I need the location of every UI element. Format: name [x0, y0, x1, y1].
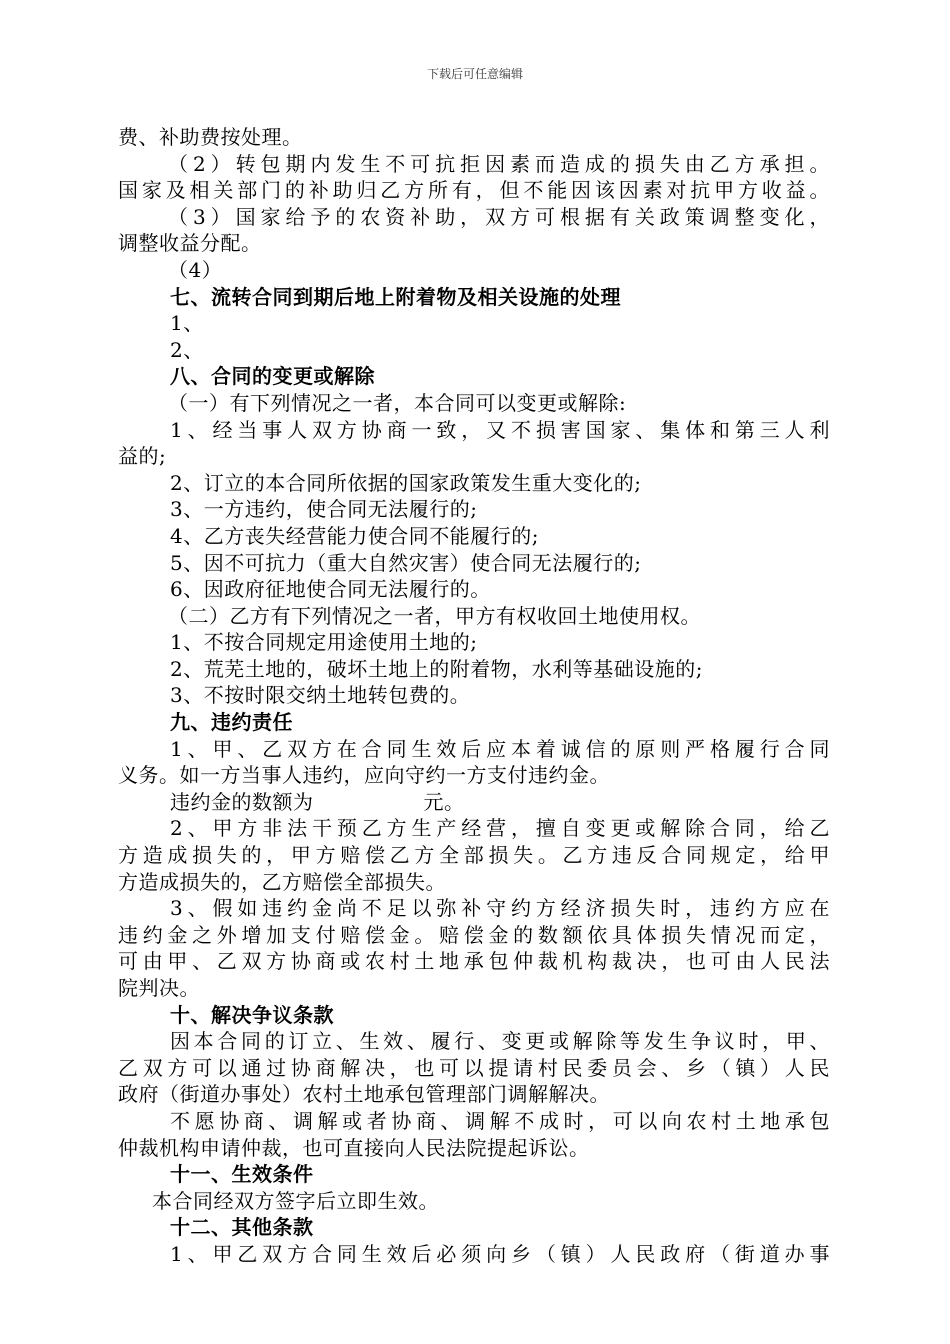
line-text: 方造成损失的，甲方赔偿乙方全部损失。乙方违反合同规定，给甲 [118, 843, 830, 868]
line-text: 十、解决争议条款 [170, 1002, 334, 1027]
line-text: 3、不按时限交纳土地转包费的。 [170, 683, 471, 708]
line-text: 国家及相关部门的补助归乙方所有，但不能因该因素对抗甲方收益。 [118, 178, 830, 203]
text-line [118, 496, 830, 523]
line-text: （3）国家给予的农资补助，双方可根据有关政策调整变化， [168, 204, 830, 229]
page-header: 下载后可任意编辑 [426, 67, 523, 81]
text-line [118, 1081, 830, 1108]
line-text: 乙双方可以通过协商解决，也可以提请村民委员会、乡（镇）人民 [118, 1055, 830, 1080]
line-text: 方造成损失的，乙方赔偿全部损失。 [118, 869, 446, 894]
line-text: 2、订立的本合同所依据的国家政策发生重大变化的; [170, 470, 642, 495]
section-heading [118, 709, 830, 736]
text-line [118, 603, 830, 630]
line-text: 1、甲乙双方合同生效后必须向乡（镇）人民政府（街道办事 [170, 1241, 830, 1266]
line-text: 十二、其他条款 [170, 1215, 314, 1240]
text-line [118, 151, 830, 178]
line-text: 十一、生效条件 [170, 1162, 314, 1187]
line-text: 2、甲方非法干预乙方生产经营，擅自变更或解除合同，给乙 [170, 816, 830, 841]
text-line [118, 1055, 830, 1082]
line-text: 调整收益分配。 [118, 231, 262, 256]
line-text: 2、荒芜土地的，破坏土地上的附着物，水利等基础设施的; [170, 656, 703, 681]
text-line [118, 1028, 830, 1055]
text-line [118, 443, 830, 470]
text-line [118, 523, 830, 550]
line-text: 费、补助费按处理。 [118, 125, 303, 149]
line-text: 八、合同的变更或解除 [170, 364, 375, 389]
line-text: 违约金之外增加支付赔偿金。赔偿金的数额依具体损失情况而定， [118, 922, 830, 947]
section-heading [118, 1161, 830, 1188]
text-line [118, 1241, 830, 1268]
line-text: 不愿协商、调解或者协商、调解不成时，可以向农村土地承包 [170, 1108, 830, 1133]
line-text: 6、因政府征地使合同无法履行的。 [170, 577, 491, 602]
line-text: 1、经当事人双方协商一致，又不损害国家、集体和第三人利 [170, 417, 830, 442]
line-text: 3、假如违约金尚不足以弥补守约方经济损失时，违约方应在 [170, 896, 830, 921]
text-line [118, 230, 830, 257]
text-line [118, 736, 830, 763]
section-heading [118, 363, 830, 390]
text-line [118, 762, 830, 789]
text-line [118, 390, 830, 417]
line-text: 1、甲、乙双方在合同生效后应本着诚信的原则严格履行合同 [170, 736, 830, 761]
text-line [118, 470, 830, 497]
line-text: 院判决。 [118, 976, 200, 1000]
line-text: 本合同经双方签字后立即生效。 [152, 1188, 439, 1213]
line-text: 可由甲、乙双方协商或农村土地承包仲裁机构裁决，也可由人民法 [118, 949, 830, 974]
text-line [118, 895, 830, 922]
text-line [118, 257, 830, 284]
text-line [118, 1188, 830, 1215]
line-text: 4、乙方丧失经营能力使合同不能履行的; [170, 523, 539, 548]
line-text: 3、一方违约，使合同无法履行的; [170, 497, 478, 522]
text-line [118, 550, 830, 577]
line-text: （4） [168, 257, 223, 282]
text-line [118, 948, 830, 975]
line-text: 1、不按合同规定用途使用土地的; [170, 630, 478, 655]
text-line [118, 975, 830, 1002]
text-line [118, 177, 830, 204]
line-text: 5、因不可抗力（重大自然灾害）使合同无法履行的; [170, 550, 642, 575]
text-line [118, 1135, 830, 1162]
section-heading [118, 1002, 830, 1029]
text-line [118, 789, 830, 816]
text-line [118, 869, 830, 896]
text-line [118, 310, 830, 337]
text-line [118, 815, 830, 842]
line-text: 2、 [170, 337, 204, 362]
line-text: （二）乙方有下列情况之一者，甲方有权收回土地使用权。 [168, 603, 701, 628]
document-body [118, 124, 830, 1268]
line-text: 违约金的数额为 [170, 789, 314, 814]
line-text: 益的; [118, 444, 167, 469]
text-line [118, 124, 830, 151]
text-line [118, 204, 830, 231]
line-text: 九、违约责任 [170, 710, 293, 735]
line-text: 七、流转合同到期后地上附着物及相关设施的处理 [170, 284, 621, 309]
line-text: （一）有下列情况之一者，本合同可以变更或解除: [168, 390, 627, 415]
section-heading [118, 1214, 830, 1241]
line-text: 政府（街道办事处）农村土地承包管理部门调解解决。 [118, 1082, 610, 1107]
text-line [118, 656, 830, 683]
section-heading [118, 284, 830, 311]
text-line [118, 417, 830, 444]
text-line [118, 842, 830, 869]
line-text: （2）转包期内发生不可抗拒因素而造成的损失由乙方承担。 [168, 151, 830, 176]
line-text: 1、 [170, 311, 204, 336]
text-line [118, 576, 830, 603]
text-line [118, 1108, 830, 1135]
line-text: 义务。如一方当事人违约，应向守约一方支付违约金。 [118, 763, 610, 788]
text-line [118, 629, 830, 656]
text-line [118, 922, 830, 949]
line-text: 因本合同的订立、生效、履行、变更或解除等发生争议时，甲、 [170, 1029, 830, 1054]
text-line [118, 682, 830, 709]
line-suffix: 元。 [423, 789, 465, 814]
line-text: 仲裁机构申请仲裁，也可直接向人民法院提起诉讼。 [118, 1135, 590, 1160]
text-line [118, 337, 830, 364]
